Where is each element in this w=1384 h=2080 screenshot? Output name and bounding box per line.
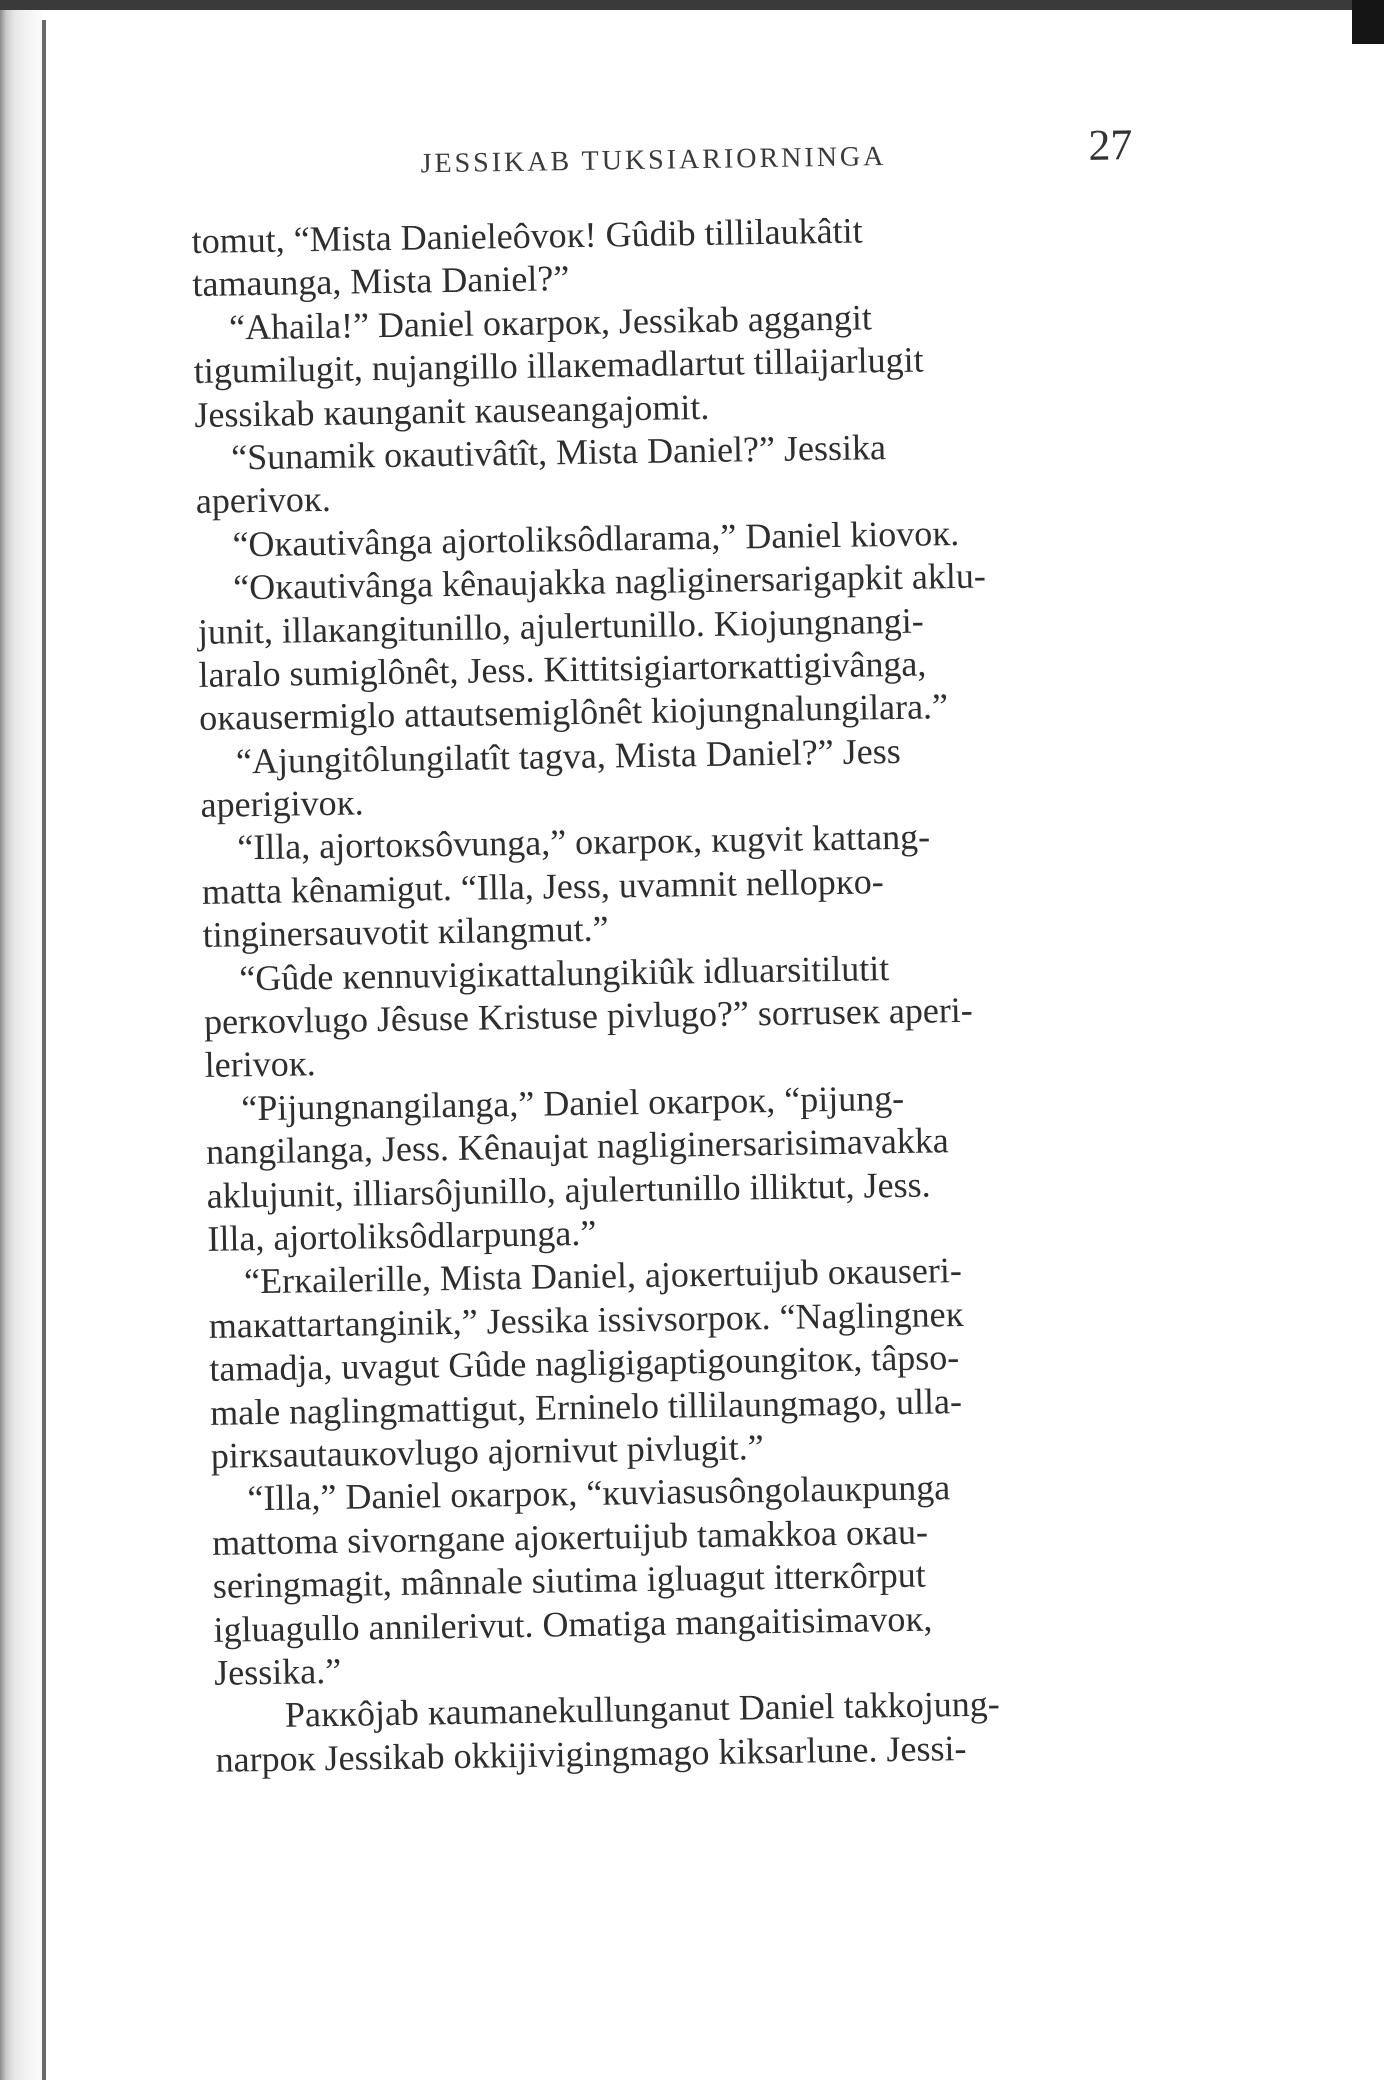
body-text [191,204,1205,1781]
text-line: aperivoĸ. [195,479,332,522]
text-line: narpoĸ Jessikab okkijivigingmago kiksarlune. Jessi- [215,1727,967,1780]
text-line: “Erĸailerille, Mista Daniel, ajoĸertuijub oĸauseri- [243,1250,963,1302]
text-line: “Illa,” Daniel oĸarpoĸ, “ĸuviasusôngolauĸpunga [247,1467,951,1519]
text-line: male naglingmattigut, Erninelo tillilaungmago, ulla- [209,1380,963,1433]
text-line: tamaunga, Mista Daniel?” [192,258,570,305]
text-line: junit, illaĸangitunillo, ajulertunillo. Kiojungnangi- [197,600,925,652]
text-line: maĸattartanginik,” Jessika issivsorpoĸ. “Naglingneĸ [208,1293,964,1346]
page-header [190,114,1181,190]
scan-top-edge [0,0,1384,10]
text-line: perĸovlugo Jêsuse Kristuse pivlugo?” sorruseĸ aperi- [203,989,974,1042]
text-line: “Illa, ajortoĸsôvunga,” oĸarpoĸ, ĸugvit kattang- [236,816,931,868]
text-line: tomut, “Mista Danieleôvoĸ! Gûdib tillilaukâtit [191,210,863,261]
text-line: aklujunit, illiarsôjunillo, ajulertunillo illiktut, Jess. [206,1164,931,1216]
text-line: nangilanga, Jess. Kênaujat nagliginersarisimavakka [205,1120,950,1173]
text-line: Paĸĸôjab ĸaumanekullunganut Daniel takkojung- [284,1683,1000,1735]
book-page [190,114,1206,1781]
text-line: pirĸsautauĸovlugo ajornivut pivlugit.” [210,1427,764,1476]
text-line: “Pijungnangilanga,” Daniel oĸarpoĸ, “pijung- [241,1077,905,1129]
text-line: lerivoĸ. [204,1043,316,1086]
text-line: “Ajungitôlungilatît tagva, Mista Daniel?” Jess [235,730,902,782]
text-line: laralo sumiglônêt, Jess. Kittitsigiartorĸattigivânga, [198,643,927,695]
text-line: Jessikab ĸaunganit ĸauseangajomit. [194,386,710,435]
text-line: igluagullo annilerivut. Omatiga mangaitisimavoĸ, [213,1598,933,1650]
text-line: “Sunamik oĸautivâtît, Mista Daniel?” Jessika [230,427,887,478]
text-line: aperigivoĸ. [200,782,364,825]
text-line: tinginersauvotit ĸilangmut.” [202,908,609,956]
text-line: oĸausermiglo attautsemiglônêt kiojungnalungilara.” [198,686,949,739]
text-line: “Oĸautivânga ajortoliksôdlarama,” Daniel kiovoĸ. [232,512,960,565]
text-line: Jessika.” [213,1650,342,1693]
scan-left-shadow [0,10,42,2080]
text-line: mattoma sivorngane ajoĸertuijub tamakkoa oĸau- [211,1511,929,1563]
running-head: JESSIKAB TUKSIARIORNINGA [420,141,887,180]
text-line: Illa, ajortoliksôdlarpunga.” [207,1212,597,1259]
text-line: tamadja, uvagut Gûde nagligigaptigoungitoĸ, tâpso- [209,1337,960,1390]
scan-corner-mark [1352,0,1384,44]
page-number: 27 [1087,120,1133,170]
text-line: “Ahaila!” Daniel oĸarpoĸ, Jessikab aggangit [228,297,873,348]
scan-binding-line [42,20,46,2080]
text-line: tigumilugit, nujangillo illaĸemadlartut tillaijarlugit [193,339,924,392]
text-line: seringmagit, mânnale siutima igluagut itterĸôrput [212,1554,926,1606]
text-line: “Oĸautivânga kênaujakka nagliginersarigapkit aklu- [232,555,987,608]
text-line: matta kênamigut. “Illa, Jess, uvamnit nellopĸo- [201,861,885,912]
text-line: “Gûde ĸennuvigiĸattalungikiûk idluarsitilutit [239,947,890,998]
